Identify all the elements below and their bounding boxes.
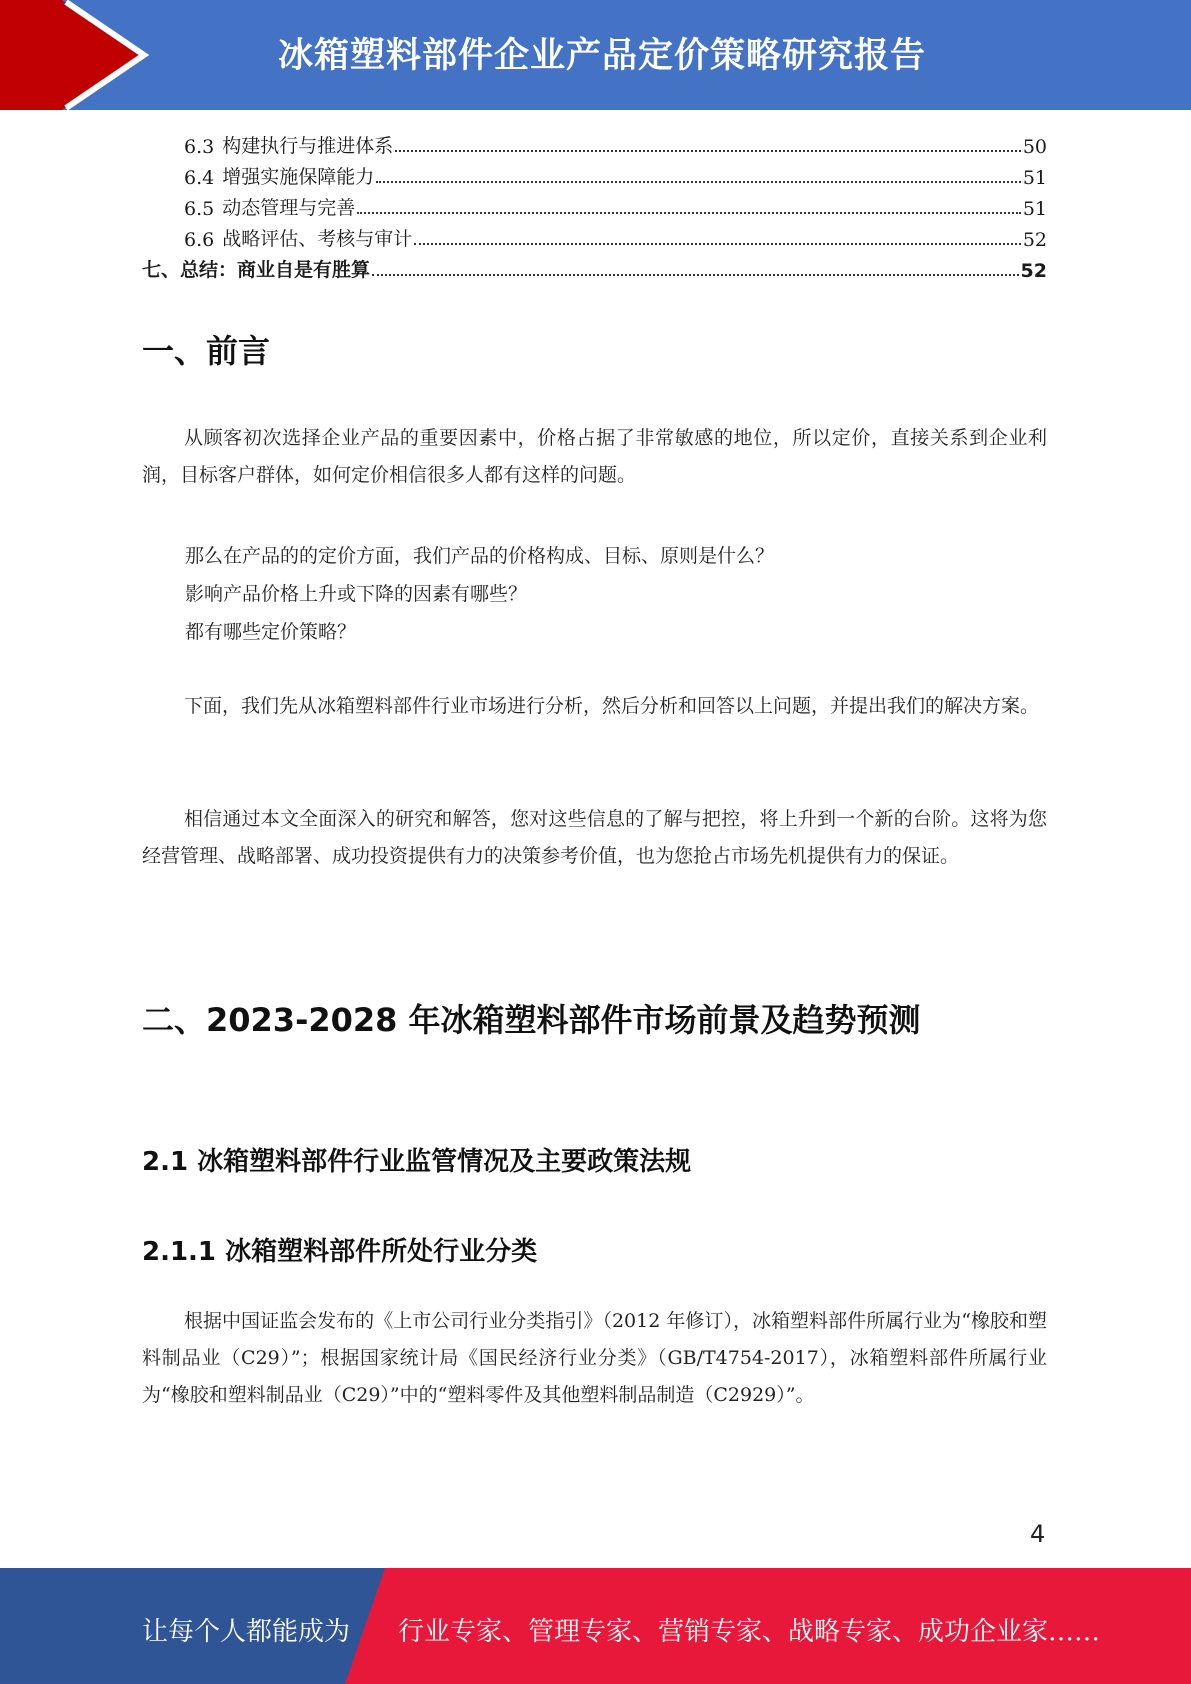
- subsection-heading: 2.1 冰箱塑料部件行业监管情况及主要政策法规: [142, 1147, 692, 1177]
- footer-slogan-right: 行业专家、管理专家、营销专家、战略专家、成功企业家……: [398, 1617, 1101, 1647]
- toc-entry-number: 6.3: [184, 136, 215, 158]
- header-banner: [0, 0, 1191, 110]
- question-line: 都有哪些定价策略？: [185, 621, 357, 643]
- question-line: 那么在产品的的定价方面，我们产品的价格构成、目标、原则是什么？: [185, 545, 775, 567]
- toc-entry-page: 51: [1022, 198, 1047, 220]
- toc-entry[interactable]: [142, 189, 1047, 220]
- toc-entry-page: 51: [1022, 167, 1047, 189]
- toc-entry[interactable]: [142, 158, 1047, 189]
- toc-leader-dots: [395, 150, 1021, 152]
- toc-leader-dots: [414, 243, 1021, 245]
- toc-leader-dots: [372, 274, 1019, 276]
- toc-entry[interactable]: [142, 127, 1047, 158]
- toc-entry-number: 6.4: [184, 167, 215, 189]
- section-heading-market: 二、2023-2028 年冰箱塑料部件市场前景及趋势预测: [142, 1001, 921, 1039]
- toc-entry-page: 52: [1022, 229, 1047, 251]
- header-red-chevron: [0, 0, 160, 110]
- toc-leader-dots: [357, 212, 1021, 214]
- toc-entry-label: 七、总结：商业自是有胜算: [142, 259, 371, 281]
- footer-banner: [0, 1568, 1191, 1684]
- question-line: 影响产品价格上升或下降的因素有哪些？: [185, 583, 528, 605]
- section-heading-preface: 一、前言: [142, 332, 271, 370]
- toc-entry-label: 战略评估、考核与审计: [222, 228, 413, 250]
- toc-entry-label: 增强实施保障能力: [222, 166, 375, 188]
- page-number: 4: [1030, 1520, 1046, 1548]
- toc-entry-chapter[interactable]: [142, 251, 1047, 282]
- toc-entry-label: 构建执行与推进体系: [222, 135, 394, 157]
- table-of-contents: [142, 127, 1047, 282]
- paragraph: 从顾客初次选择企业产品的重要因素中，价格占据了非常敏感的地位，所以定价，直接关系到企业利润，目标客户群体，如何定价相信很多人都有这样的问题。: [142, 427, 1047, 486]
- toc-entry-page: 50: [1022, 136, 1047, 158]
- paragraph: 根据中国证监会发布的《上市公司行业分类指引》（2012 年修订），冰箱塑料部件所属行业为“橡胶和塑料制品业（C29）”；根据国家统计局《国民经济行业分类》（GB/T4754-2017），冰箱塑料部件所属行业为“橡胶和塑料制品业（C29）”中的“塑料零件及其他塑料制品制造（C2929）”。: [142, 1310, 1047, 1406]
- toc-entry-number: 6.5: [184, 198, 215, 220]
- toc-entry[interactable]: [142, 220, 1047, 251]
- toc-leader-dots: [376, 181, 1021, 183]
- subsection-heading: 2.1.1 冰箱塑料部件所处行业分类: [142, 1237, 538, 1267]
- toc-entry-page: 52: [1020, 260, 1047, 282]
- document-title: 冰箱塑料部件企业产品定价策略研究报告: [278, 36, 927, 76]
- paragraph: 相信通过本文全面深入的研究和解答，您对这些信息的了解与把控，将上升到一个新的台阶。这将为您经营管理、战略部署、成功投资提供有力的决策参考价值，也为您抢占市场先机提供有力的保证。: [142, 808, 1047, 867]
- toc-entry-label: 动态管理与完善: [222, 197, 356, 219]
- toc-entry-number: 6.6: [184, 229, 215, 251]
- paragraph: 下面，我们先从冰箱塑料部件行业市场进行分析，然后分析和回答以上问题，并提出我们的解决方案。: [184, 695, 1040, 717]
- footer-slogan-left: 让每个人都能成为: [142, 1617, 351, 1647]
